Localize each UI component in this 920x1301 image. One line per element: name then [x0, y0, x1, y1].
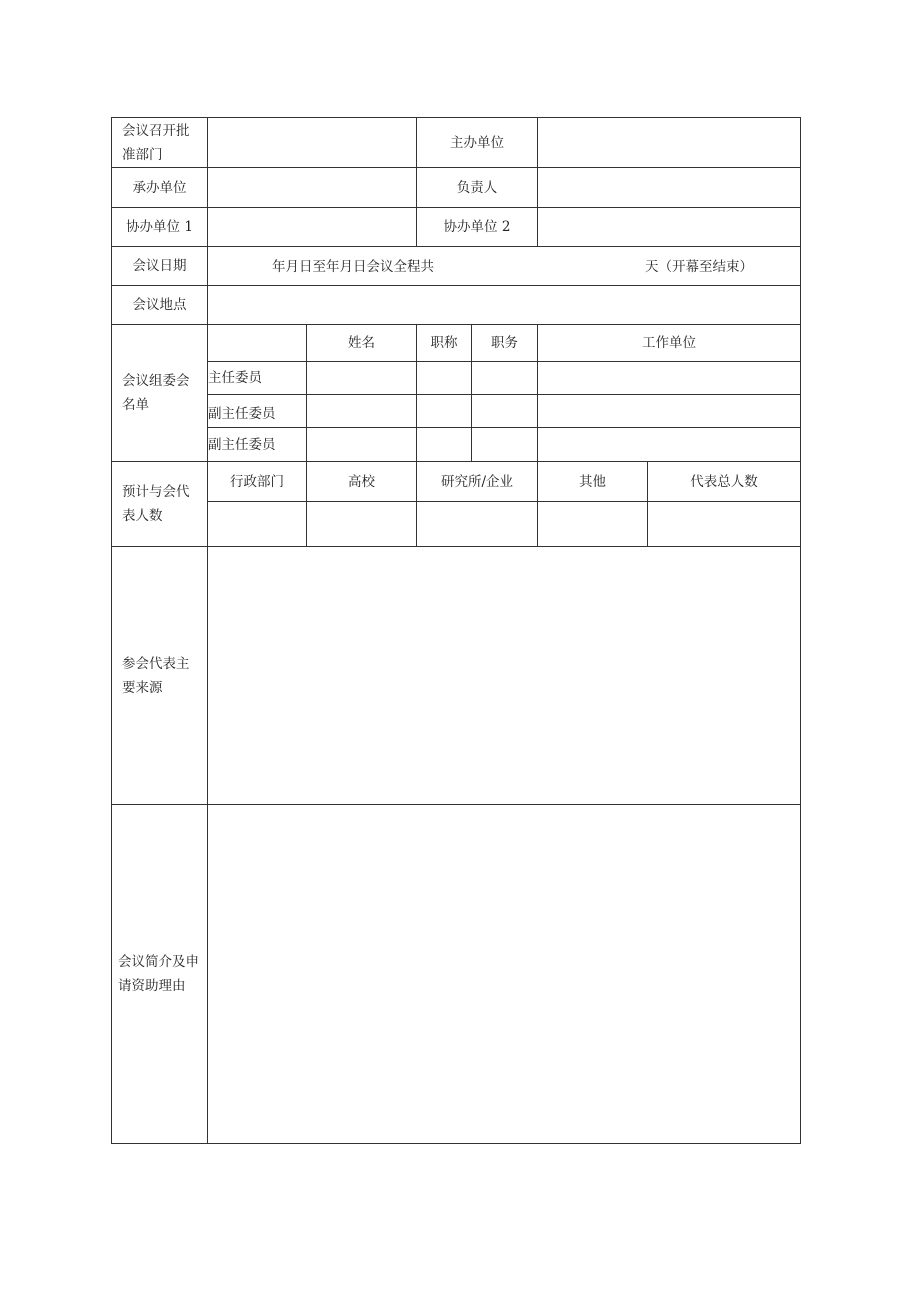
- meeting-application-form: [112, 118, 802, 1145]
- vice-chair1-position-field[interactable]: [471, 394, 538, 428]
- host-field[interactable]: [537, 117, 801, 168]
- vice-chair1-title-field[interactable]: [416, 394, 472, 428]
- attendance-institute-field[interactable]: [416, 501, 538, 547]
- vice-chair1-workplace-field[interactable]: [537, 394, 801, 428]
- attendance-header-institute: 研究所/企业: [416, 461, 538, 502]
- attendance-header-total: 代表总人数: [647, 461, 801, 502]
- sources-field[interactable]: [207, 546, 801, 805]
- attendance-header-other: 其他: [537, 461, 648, 502]
- organizer-field[interactable]: [207, 167, 417, 208]
- person-field[interactable]: [537, 167, 801, 208]
- attendance-label: 预计与会代表人数: [111, 461, 208, 547]
- co-organizer2-field[interactable]: [537, 207, 801, 247]
- committee-header-position: 职务: [471, 324, 538, 362]
- committee-header-title: 职称: [416, 324, 472, 362]
- attendance-header-university: 高校: [306, 461, 417, 502]
- co-organizer1-label: 协办单位 1: [111, 207, 208, 247]
- chair-position-field[interactable]: [471, 361, 538, 395]
- attendance-other-field[interactable]: [537, 501, 648, 547]
- date-range-text: 年月日至年月日会议全程共: [272, 259, 434, 275]
- days-text: 天（开幕至结束）: [645, 259, 753, 275]
- attendance-university-field[interactable]: [306, 501, 417, 547]
- host-label: 主办单位: [416, 117, 538, 168]
- chair-title-field[interactable]: [416, 361, 472, 395]
- vice-chair2-name-field[interactable]: [306, 427, 417, 462]
- chair-workplace-field[interactable]: [537, 361, 801, 395]
- vice-chair2-title-field[interactable]: [416, 427, 472, 462]
- location-label: 会议地点: [111, 285, 208, 325]
- attendance-header-admin: 行政部门: [207, 461, 307, 502]
- vice-chair2-workplace-field[interactable]: [537, 427, 801, 462]
- approval-dept-field[interactable]: [207, 117, 417, 168]
- committee-header-name: 姓名: [306, 324, 417, 362]
- committee-role-vice-chair-1: 副主任委员: [207, 394, 307, 428]
- committee-corner: [207, 324, 307, 362]
- location-field[interactable]: [207, 285, 801, 325]
- vice-chair1-name-field[interactable]: [306, 394, 417, 428]
- committee-label: 会议组委会名单: [111, 324, 208, 462]
- attendance-total-field[interactable]: [647, 501, 801, 547]
- vice-chair2-position-field[interactable]: [471, 427, 538, 462]
- organizer-label: 承办单位: [111, 167, 208, 208]
- chair-name-field[interactable]: [306, 361, 417, 395]
- co-organizer1-field[interactable]: [207, 207, 417, 247]
- attendance-admin-field[interactable]: [207, 501, 307, 547]
- person-label: 负责人: [416, 167, 538, 208]
- committee-role-chair: 主任委员: [207, 361, 307, 395]
- approval-dept-label: 会议召开批准部门: [111, 117, 208, 168]
- committee-header-workplace: 工作单位: [537, 324, 801, 362]
- co-organizer2-label: 协办单位 2: [416, 207, 538, 247]
- intro-field[interactable]: [207, 804, 801, 1144]
- committee-role-vice-chair-2: 副主任委员: [207, 427, 307, 462]
- intro-label: 会议简介及申请资助理由: [111, 804, 208, 1144]
- date-label: 会议日期: [111, 246, 208, 286]
- sources-label: 参会代表主要来源: [111, 546, 208, 805]
